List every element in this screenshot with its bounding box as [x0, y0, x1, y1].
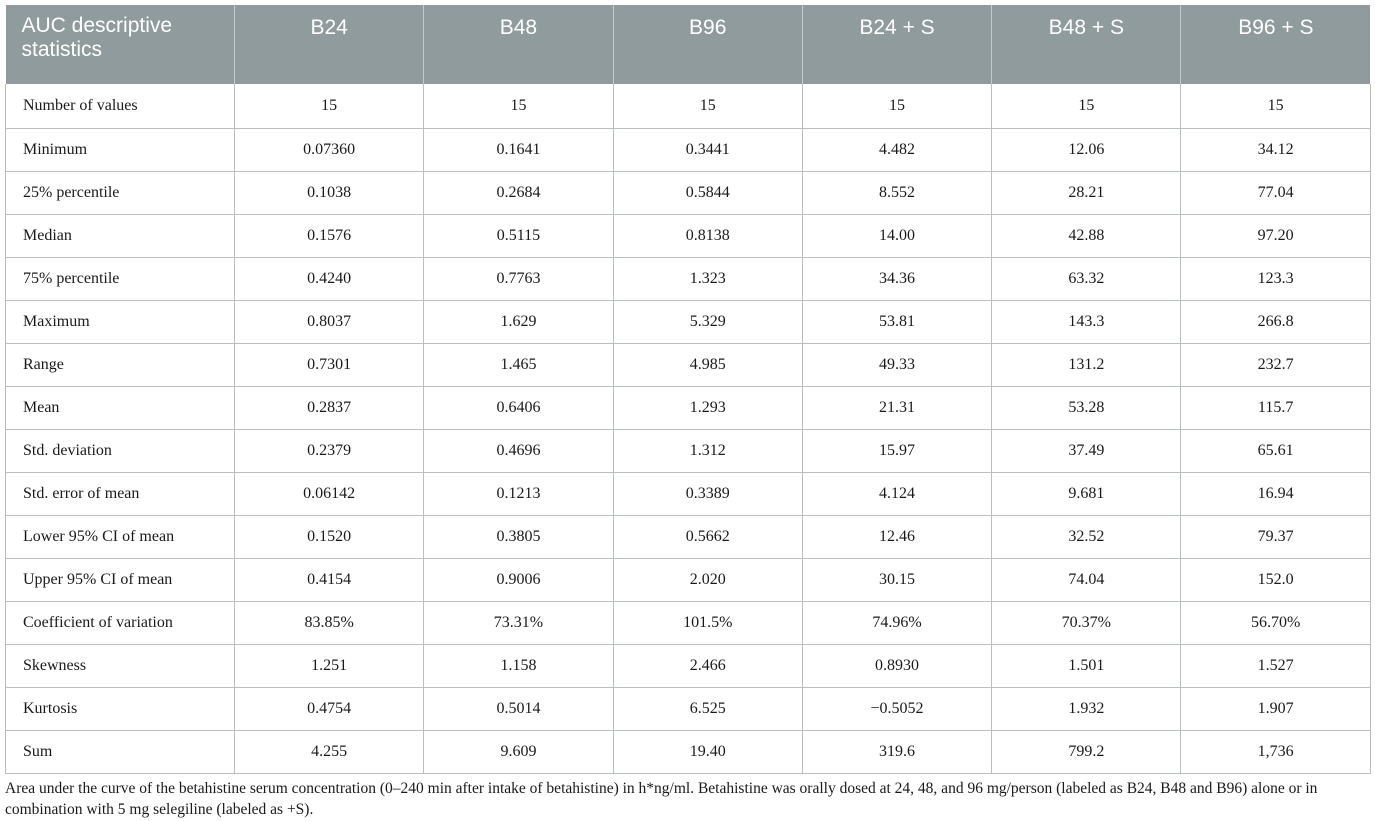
row-label-cell: Minimum — [6, 129, 235, 172]
table-row — [6, 688, 1371, 731]
value-cell: 152.0 — [1181, 559, 1370, 602]
value-cell: 8.552 — [802, 172, 991, 215]
value-cell: 1.629 — [424, 301, 613, 344]
value-cell: 56.70% — [1181, 602, 1370, 645]
value-cell: 4.985 — [613, 344, 802, 387]
value-cell: 0.07360 — [235, 129, 424, 172]
row-label-cell: Upper 95% CI of mean — [6, 559, 235, 602]
value-cell: 0.5844 — [613, 172, 802, 215]
row-label-cell: Number of values — [6, 84, 235, 129]
value-cell: 0.4154 — [235, 559, 424, 602]
row-label-cell: Mean — [6, 387, 235, 430]
value-cell: 232.7 — [1181, 344, 1370, 387]
value-cell: 2.020 — [613, 559, 802, 602]
value-cell: 131.2 — [992, 344, 1181, 387]
value-cell: 15 — [424, 84, 613, 129]
value-cell: 0.8037 — [235, 301, 424, 344]
value-cell: 15.97 — [802, 430, 991, 473]
value-cell: 32.52 — [992, 516, 1181, 559]
value-cell: 0.5115 — [424, 215, 613, 258]
row-label-cell: Coefficient of variation — [6, 602, 235, 645]
value-cell: 77.04 — [1181, 172, 1370, 215]
row-label-cell: Skewness — [6, 645, 235, 688]
table-row — [6, 387, 1371, 430]
value-cell: 74.96% — [802, 602, 991, 645]
table-row — [6, 430, 1371, 473]
value-cell: 0.3441 — [613, 129, 802, 172]
header-row — [6, 5, 1371, 84]
value-cell: 0.7301 — [235, 344, 424, 387]
value-cell: 799.2 — [992, 731, 1181, 774]
table-caption: Area under the curve of the betahistine serum concentration (0–240 min after intake of betahistine) in h*ng/ml. Betahistine was orally dosed at 24, 48, and 96 mg/person (labeled as B24, B48 and B96) alone or in combination with 5 mg selegiline (labeled as +S). — [5, 780, 1318, 818]
value-cell: 0.2837 — [235, 387, 424, 430]
table-row — [6, 645, 1371, 688]
row-label-cell: Maximum — [6, 301, 235, 344]
value-cell: 12.06 — [992, 129, 1181, 172]
column-header-b96: B96 — [613, 5, 802, 84]
row-label-cell: Std. deviation — [6, 430, 235, 473]
value-cell: 1.312 — [613, 430, 802, 473]
table-row — [6, 215, 1371, 258]
value-cell: 2.466 — [613, 645, 802, 688]
row-label-cell: Lower 95% CI of mean — [6, 516, 235, 559]
table-row — [6, 258, 1371, 301]
value-cell: 0.5662 — [613, 516, 802, 559]
value-cell: 15 — [992, 84, 1181, 129]
value-cell: 19.40 — [613, 731, 802, 774]
row-label-cell: Range — [6, 344, 235, 387]
value-cell: 0.7763 — [424, 258, 613, 301]
value-cell: 0.2684 — [424, 172, 613, 215]
value-cell: 12.46 — [802, 516, 991, 559]
value-cell: 115.7 — [1181, 387, 1370, 430]
value-cell: 1.465 — [424, 344, 613, 387]
column-header-b24-s: B24 + S — [802, 5, 991, 84]
column-header-b96-s: B96 + S — [1181, 5, 1370, 84]
row-label-cell: 25% percentile — [6, 172, 235, 215]
value-cell: 0.2379 — [235, 430, 424, 473]
value-cell: 143.3 — [992, 301, 1181, 344]
value-cell: 34.12 — [1181, 129, 1370, 172]
value-cell: 4.482 — [802, 129, 991, 172]
value-cell: 0.3389 — [613, 473, 802, 516]
value-cell: 1.323 — [613, 258, 802, 301]
value-cell: 0.1038 — [235, 172, 424, 215]
value-cell: 74.04 — [992, 559, 1181, 602]
value-cell: 9.609 — [424, 731, 613, 774]
auc-statistics-table — [5, 5, 1371, 774]
value-cell: 70.37% — [992, 602, 1181, 645]
value-cell: 0.06142 — [235, 473, 424, 516]
table-container — [5, 5, 1370, 820]
table-row — [6, 344, 1371, 387]
value-cell: 1.158 — [424, 645, 613, 688]
value-cell: 15 — [235, 84, 424, 129]
value-cell: 0.4754 — [235, 688, 424, 731]
value-cell: 123.3 — [1181, 258, 1370, 301]
value-cell: 34.36 — [802, 258, 991, 301]
value-cell: 0.4696 — [424, 430, 613, 473]
table-row — [6, 172, 1371, 215]
value-cell: 319.6 — [802, 731, 991, 774]
row-label-cell: Std. error of mean — [6, 473, 235, 516]
value-cell: 6.525 — [613, 688, 802, 731]
value-cell: 0.8138 — [613, 215, 802, 258]
value-cell: 1.501 — [992, 645, 1181, 688]
value-cell: 16.94 — [1181, 473, 1370, 516]
value-cell: 14.00 — [802, 215, 991, 258]
value-cell: 1.907 — [1181, 688, 1370, 731]
value-cell: −0.5052 — [802, 688, 991, 731]
table-row — [6, 602, 1371, 645]
value-cell: 0.3805 — [424, 516, 613, 559]
value-cell: 1.932 — [992, 688, 1181, 731]
value-cell: 0.4240 — [235, 258, 424, 301]
table-row — [6, 559, 1371, 602]
table-row — [6, 731, 1371, 774]
table-row — [6, 516, 1371, 559]
value-cell: 28.21 — [992, 172, 1181, 215]
value-cell: 30.15 — [802, 559, 991, 602]
value-cell: 53.81 — [802, 301, 991, 344]
value-cell: 4.255 — [235, 731, 424, 774]
table-row — [6, 473, 1371, 516]
value-cell: 65.61 — [1181, 430, 1370, 473]
table-row — [6, 301, 1371, 344]
row-label-cell: 75% percentile — [6, 258, 235, 301]
value-cell: 42.88 — [992, 215, 1181, 258]
value-cell: 83.85% — [235, 602, 424, 645]
value-cell: 53.28 — [992, 387, 1181, 430]
value-cell: 0.8930 — [802, 645, 991, 688]
value-cell: 9.681 — [992, 473, 1181, 516]
table-row — [6, 84, 1371, 129]
value-cell: 79.37 — [1181, 516, 1370, 559]
value-cell: 0.1641 — [424, 129, 613, 172]
value-cell: 0.5014 — [424, 688, 613, 731]
row-label-cell: Kurtosis — [6, 688, 235, 731]
value-cell: 0.1213 — [424, 473, 613, 516]
value-cell: 1.293 — [613, 387, 802, 430]
value-cell: 1.251 — [235, 645, 424, 688]
value-cell: 97.20 — [1181, 215, 1370, 258]
value-cell: 15 — [613, 84, 802, 129]
column-header-b48-s: B48 + S — [992, 5, 1181, 84]
value-cell: 0.1520 — [235, 516, 424, 559]
value-cell: 73.31% — [424, 602, 613, 645]
row-label-cell: Median — [6, 215, 235, 258]
value-cell: 1,736 — [1181, 731, 1370, 774]
column-header-statistic: AUC descriptive statistics — [6, 5, 235, 84]
value-cell: 37.49 — [992, 430, 1181, 473]
value-cell: 0.9006 — [424, 559, 613, 602]
value-cell: 15 — [802, 84, 991, 129]
column-header-b24: B24 — [235, 5, 424, 84]
value-cell: 49.33 — [802, 344, 991, 387]
value-cell: 15 — [1181, 84, 1370, 129]
value-cell: 0.6406 — [424, 387, 613, 430]
row-label-cell: Sum — [6, 731, 235, 774]
value-cell: 266.8 — [1181, 301, 1370, 344]
value-cell: 63.32 — [992, 258, 1181, 301]
value-cell: 101.5% — [613, 602, 802, 645]
value-cell: 21.31 — [802, 387, 991, 430]
table-body — [6, 84, 1371, 774]
column-header-b48: B48 — [424, 5, 613, 84]
value-cell: 5.329 — [613, 301, 802, 344]
value-cell: 0.1576 — [235, 215, 424, 258]
value-cell: 1.527 — [1181, 645, 1370, 688]
value-cell: 4.124 — [802, 473, 991, 516]
table-row — [6, 129, 1371, 172]
